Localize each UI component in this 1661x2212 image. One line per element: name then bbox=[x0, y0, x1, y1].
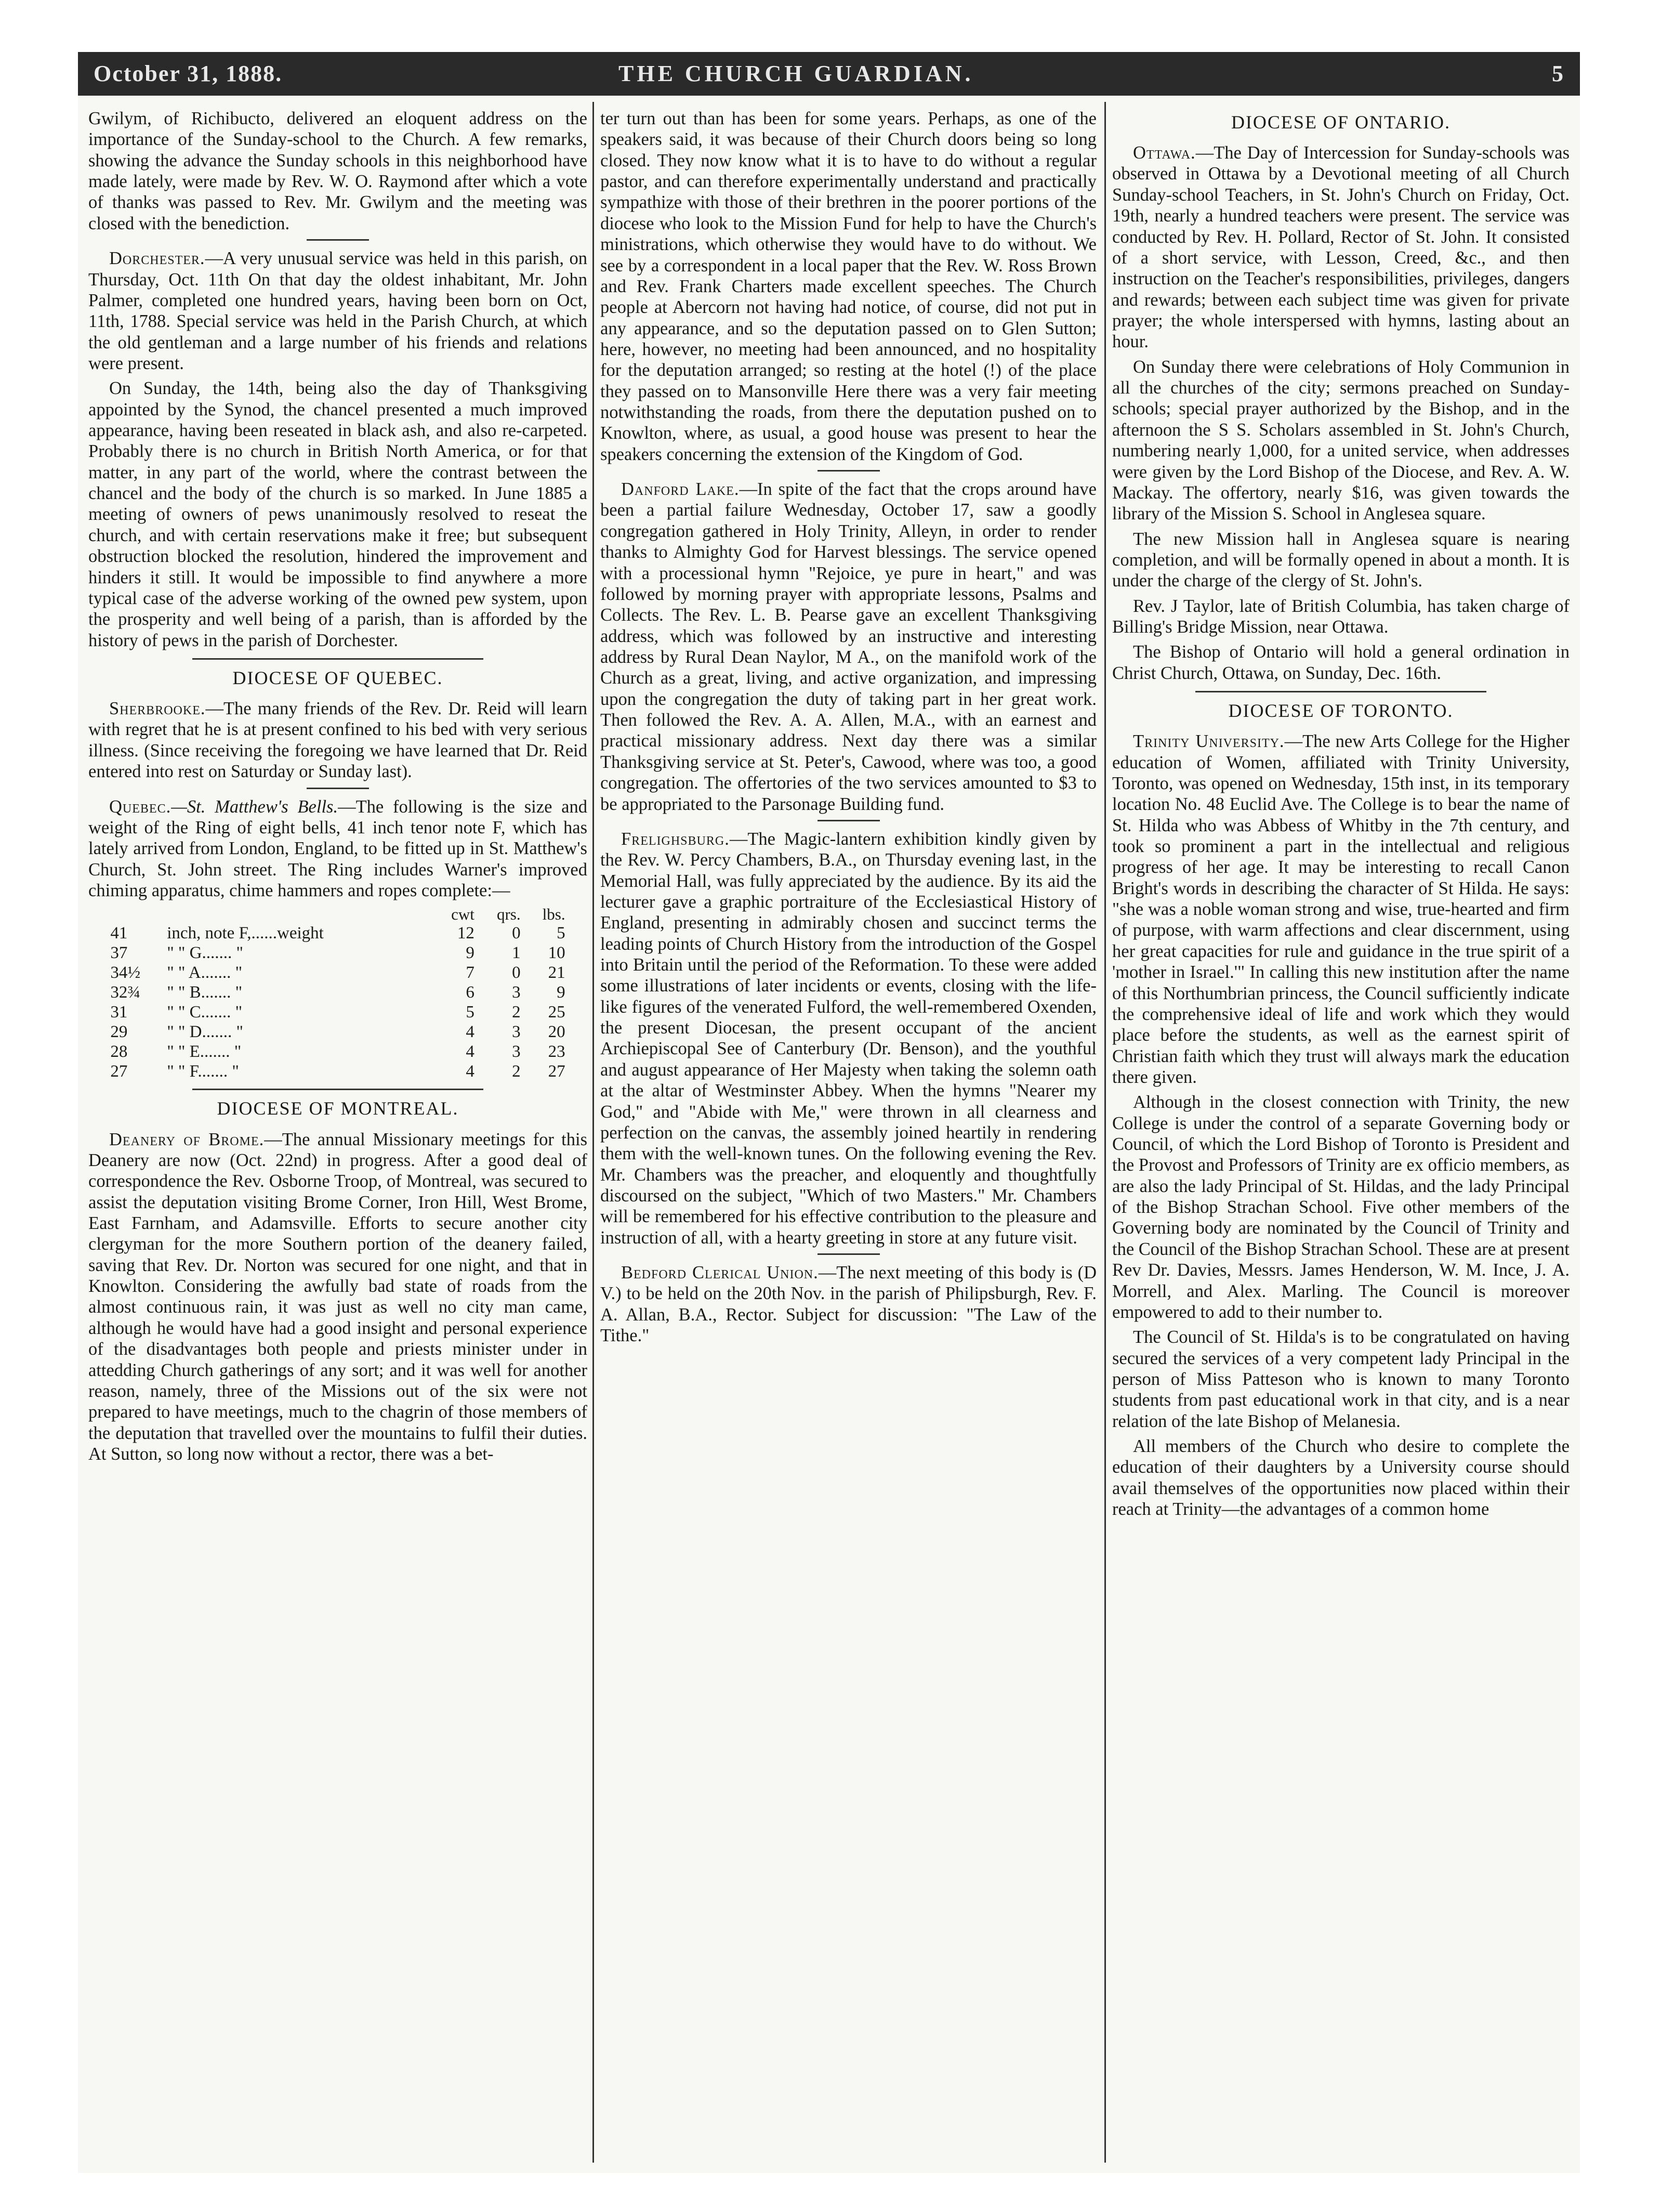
bell-lbs: 21 bbox=[548, 963, 565, 982]
bell-note: " " E....... " bbox=[167, 1042, 242, 1061]
article-paragraph: All members of the Church who desire to complete the education of their daughters by a University course should avail themselves of the opportunities now placed within their reach at Trinity—the advantages of a common home bbox=[1112, 1436, 1570, 1520]
bell-qrs: 3 bbox=[512, 1022, 521, 1041]
section-separator bbox=[307, 788, 369, 789]
article-paragraph bbox=[88, 1129, 587, 1465]
dateline: Quebec. bbox=[109, 796, 172, 817]
section-separator bbox=[818, 470, 880, 472]
section-separator bbox=[818, 1253, 880, 1255]
paragraph-text: —The next meeting of this body is (D V.) to be held on the 20th Nov. in the parish of Philipsburgh, Rev. F. A. Allan, B.A., Rector. Subject for discussion: "The Law of the Tithe." bbox=[600, 1263, 1097, 1346]
bell-note: " " D....... " bbox=[167, 1022, 243, 1041]
bell-lbs: 25 bbox=[548, 1002, 565, 1022]
paragraph-text: —The Magic-lantern exhibition kindly given by the Rev. W. Percy Chambers, B.A., on Thursday evening last, in the Memorial Hall, was fully appreciated by the audience. By its aid the lecturer gave a graphic portraiture of the Ecclesiastical History of England, presenting in admirably chosen and succinct terms the leading points of Church History from the introduction of the Gospel into Britain until the period of the Reformation. To these were added some illustrations of later incidents or events, closing with the life-like figures of the venerated Fulford, the well-remembered Oxenden, the present Diocesan, the present occupant of the ancient Archiepiscopal See of Canterbury (Dr. Benson), and the youthful and august appearance of Her Majesty when taking the solemn oath at the altar of Westminster Abbey. When the hymns "Nearer my God," and "Abide with Me," were thrown in all clearness and perfection on the canvas, the assembly joined heartily in rendering them with the well-known tunes. On the following evening the Rev. Mr. Chambers was the preacher, and eloquently and thoughtfully discoursed on the subject, "Which of two Masters." Mr. Chambers will be remembered for his effective contribution to the pleasure and instruction of all, with a hearty greeting in store at any future visit. bbox=[600, 829, 1097, 1248]
bell-note: " " G....... " bbox=[167, 943, 243, 962]
bell-note: " " B....... " bbox=[167, 983, 243, 1002]
table-row bbox=[108, 1062, 567, 1082]
column-divider bbox=[1104, 102, 1106, 2163]
bell-lbs: 10 bbox=[548, 943, 565, 962]
bell-size: 29 bbox=[110, 1022, 128, 1041]
article-paragraph bbox=[88, 698, 587, 782]
bell-cwt: 9 bbox=[466, 943, 474, 962]
dateline: Sherbrooke. bbox=[109, 699, 206, 719]
bell-qrs: 1 bbox=[512, 943, 521, 962]
bell-size: 31 bbox=[110, 1002, 128, 1022]
table-row bbox=[108, 1042, 567, 1062]
bell-cwt: 7 bbox=[466, 963, 474, 982]
paragraph-text: —The new Arts College for the Higher education of Women, affiliated with Trinity University, Toronto, was opened on Wednesday, 15th inst, in its temporary location No. 48 Euclid Ave. The College is to bear the name of St. Hilda who was Abbess of Whitby in the 7th century, and took so prominent a part in the intellectual and religious progress of her age. It may be interesting to recall Canon Bright's words in describing the character of St Hilda. He says: "she was a noble woman strong and wise, true-hearted and firm of purpose, with warm affections and clear discernment, using her great capacities for rule and guidance in the true spirit of a 'mother in Israel.'" In calling this new institution after the name of this Northumbrian princess, the Council sufficiently indicate the comprehensive ideal of life and work which they would place before the students, as well as the earnest spirit of Christian faith which they trust will always mark the education there given. bbox=[1112, 731, 1570, 1087]
bell-lbs: 9 bbox=[557, 983, 565, 1002]
article-paragraph bbox=[88, 248, 587, 374]
paragraph-text: —The following is the size and weight of the Ring of eight bells, 41 inch tenor note F, which has lately arrived from London, England, to be fitted up in St. Matthew's Church, St. John street. The Ring includes Warner's improved chiming apparatus, chime hammers and ropes complete:— bbox=[88, 796, 587, 900]
bells-table bbox=[108, 905, 567, 1081]
article-paragraph bbox=[1112, 731, 1570, 1088]
article-paragraph: The Bishop of Ontario will hold a general ordination in Christ Church, Ottawa, on Sunday, Dec. 16th. bbox=[1112, 642, 1570, 683]
column-header: lbs. bbox=[542, 905, 565, 924]
bell-note: " " F....... " bbox=[167, 1062, 239, 1081]
table-row bbox=[108, 924, 567, 944]
bell-qrs: 2 bbox=[512, 1062, 521, 1081]
section-rule bbox=[192, 658, 483, 660]
issue-date: October 31, 1888. bbox=[94, 61, 283, 86]
bell-size: 41 bbox=[110, 923, 128, 943]
newspaper-title: THE CHURCH GUARDIAN. bbox=[618, 61, 974, 86]
paragraph-text: —The annual Missionary meetings for this Deanery are now (Oct. 22nd) in progress. After a good deal of correspondence the Rev. Osborne Troop, of Montreal, was secured to assist the deputation visiting Brome Corner, Iron Hill, West Brome, East Farnham, and Adamsville. Efforts to secure another city clergyman for the more Southern portion of the deanery failed, saving that Rev. Dr. Norton was secured for one night, and that in Knowlton. Considering the awfully bad state of roads from the almost continuous rain, it was just as well no city man came, although he would have had a good insight and personal experience of the disadvantages both people and priests minister under in attedding Church gatherings of any sort; and it was well for another reason, namely, three of the Missions out of the six were not prepared to have meetings, much to the chagrin of those members of the deputation that travelled over the mountains to fulfil their duties. At Sutton, so long now without a rector, there was a bet- bbox=[88, 1129, 587, 1464]
bell-size: 27 bbox=[110, 1062, 128, 1081]
section-heading: DIOCESE OF QUEBEC. bbox=[232, 667, 443, 688]
table-row bbox=[108, 963, 567, 983]
column-3 bbox=[1112, 108, 1570, 2152]
dateline: Bedford Clerical Union. bbox=[621, 1263, 819, 1283]
paragraph-text: —A very unusual service was held in this parish, on Thursday, Oct. 11th On that day the oldest inhabitant, Mr. John Palmer, completed one hundred years, having been born on Oct, 11th, 1788. Special service was held in the Parish Church, at which the old gentleman and a large number of his friends and relations were present. bbox=[88, 248, 587, 373]
column-2 bbox=[600, 108, 1097, 2152]
article-paragraph bbox=[600, 829, 1097, 1248]
section-separator bbox=[818, 820, 880, 821]
section-heading: DIOCESE OF MONTREAL. bbox=[217, 1098, 459, 1119]
dateline: Deanery of Brome. bbox=[109, 1129, 265, 1149]
bell-lbs: 23 bbox=[548, 1042, 565, 1061]
bell-qrs: 0 bbox=[512, 963, 521, 982]
column-header: cwt bbox=[451, 905, 474, 924]
table-row bbox=[108, 944, 567, 963]
bell-qrs: 0 bbox=[512, 923, 521, 943]
article-paragraph: The new Mission hall in Anglesea square is nearing completion, and will be formally opened in about a month. It is under the charge of the clergy of St. John's. bbox=[1112, 529, 1570, 591]
column-header: qrs. bbox=[496, 905, 521, 924]
bell-lbs: 20 bbox=[548, 1022, 565, 1041]
bell-note: inch, note F,......weight bbox=[167, 923, 324, 943]
article-paragraph: On Sunday there were celebrations of Holy Communion in all the churches of the city; sermons preached on Sunday-schools; special prayer authorized by the Bishop, and in the afternoon the S S. Scholars assembled in St. John's Church, numbering nearly 1,000, for a united service, when addresses were given by the Lord Bishop of the Diocese, and Rev. A. W. Mackay. The offertory, nearly $16, was given towards the library of the Mission S. School in Anglesea square. bbox=[1112, 357, 1570, 524]
dateline: Frelighsburg. bbox=[621, 829, 730, 849]
section-rule bbox=[1195, 691, 1486, 692]
bell-cwt: 5 bbox=[466, 1002, 474, 1022]
paragraph-text: —In spite of the fact that the crops around have been a partial failure Wednesday, October 17, saw a goodly congregation gathered in Holy Trinity, Alleyn, in order to render thanks to Almighty God for Harvest blessings. The service opened with a processional hymn "Rejoice, ye pure in heart," and was followed by morning prayer with appropriate lessons, Psalms and Collects. The Rev. L. B. Pearse gave an excellent Thanksgiving address, which was followed by an instructive and interesting address by Rural Dean Naylor, M A., on the manifold work of the Church as a great, living, and active organization, and impressing upon the congregation the duty of taking part in her great work. Then followed the Rev. A. A. Allen, M.A., with an earnest and practical missionary address. Next day there was a similar Thanksgiving service at St. Peter's, Cawood, where was too, a good congregation. The offertories of the two services amounted to $3 to be appropriated to the Parsonage Building fund. bbox=[600, 479, 1097, 814]
article-paragraph: Although in the closest connection with Trinity, the new College is under the control of a separate Governing body or Council, of which the Lord Bishop of Toronto is President and the Provost and Professors of Trinity are ex officio members, as are also the lady Principal of St. Hildas, and the lady Principal of the Bishop Strachan School. Five other members of the Governing body are nominated by the Council of Trinity and the Council of the Bishop Strachan School. These are at present Rev Dr. Davies, Messrs. James Henderson, W. M. Ince, J. A. Morrell, and Alex. Marling. The Council is moreover empowered to add to their number to. bbox=[1112, 1092, 1570, 1322]
article-paragraph bbox=[600, 1262, 1097, 1346]
masthead bbox=[78, 52, 1580, 96]
table-header-row bbox=[108, 905, 567, 924]
article-paragraph bbox=[88, 796, 587, 901]
dateline: Ottawa. bbox=[1133, 143, 1196, 163]
section-heading: DIOCESE OF TORONTO. bbox=[1228, 700, 1454, 722]
table-row bbox=[108, 1003, 567, 1023]
table-row bbox=[108, 1023, 567, 1042]
paragraph-text: —The many friends of the Rev. Dr. Reid will learn with regret that he is at present confined to his bed with very serious illness. (Since receiving the foregoing we have learned that Dr. Reid entered into rest on Saturday or Sunday last). bbox=[88, 699, 587, 782]
bell-size: 37 bbox=[110, 943, 128, 962]
bell-size: 34½ bbox=[110, 963, 141, 982]
bell-cwt: 4 bbox=[466, 1022, 474, 1041]
newspaper-page bbox=[78, 52, 1580, 2173]
bell-qrs: 3 bbox=[512, 1042, 521, 1061]
bell-qrs: 2 bbox=[512, 1002, 521, 1022]
bell-cwt: 4 bbox=[466, 1042, 474, 1061]
section-heading: DIOCESE OF ONTARIO. bbox=[1231, 112, 1451, 133]
column-1 bbox=[88, 108, 587, 2152]
bell-cwt: 4 bbox=[466, 1062, 474, 1081]
section-rule bbox=[192, 1089, 483, 1090]
article-paragraph bbox=[1112, 142, 1570, 352]
bell-size: 32¾ bbox=[110, 983, 141, 1002]
dateline: Danford Lake. bbox=[621, 479, 740, 500]
bell-cwt: 6 bbox=[466, 983, 474, 1002]
bell-cwt: 12 bbox=[457, 923, 474, 943]
paragraph-text: —The Day of Intercession for Sunday-schools was observed in Ottawa by a Devotional meeting of all Church Sunday-school Teachers, in St. John's Church on Friday, Oct. 19th, nearly a hundred teachers were present. The service was conducted by Rev. H. Pollard, Rector of St. John. It consisted of a short service, with Lesson, Creed, &c., and then instruction on the Teacher's responsibilities, privileges, dangers and rewards; between each subject time was given for private prayer; the whole interspersed with hymns, lasting about an hour. bbox=[1112, 143, 1570, 352]
bell-size: 28 bbox=[110, 1042, 128, 1061]
page-number: 5 bbox=[1552, 61, 1564, 86]
bell-note: " " A....... " bbox=[167, 963, 243, 982]
article-paragraph: Rev. J Taylor, late of British Columbia, has taken charge of Billing's Bridge Mission, near Ottawa. bbox=[1112, 596, 1570, 637]
bell-lbs: 27 bbox=[548, 1062, 565, 1081]
bell-note: " " C....... " bbox=[167, 1002, 243, 1022]
dateline: Trinity University. bbox=[1133, 731, 1285, 752]
article-paragraph: The Council of St. Hilda's is to be congratulated on having secured the services of a very competent lady Principal in the person of Miss Patteson who is known to many Toronto students from past educational work in that city, and is a near relation of the late Bishop of Melanesia. bbox=[1112, 1327, 1570, 1431]
bell-qrs: 3 bbox=[512, 983, 521, 1002]
article-paragraph: Gwilym, of Richibucto, delivered an eloquent address on the importance of the Sunday-school to the Church. A few remarks, showing the advance the Sunday schools in this neighborhood have made lately, were made by Rev. W. O. Raymond after which a vote of thanks was passed to Rev. Mr. Gwilym and the meeting was closed with the benediction. bbox=[88, 109, 587, 233]
dateline: Dorchester. bbox=[109, 248, 205, 269]
section-separator bbox=[307, 239, 369, 241]
article-paragraph: ter turn out than has been for some years. Perhaps, as one of the speakers said, it was because of their Church doors being so long closed. They now know what it is to have to do without a regular pastor, and can therefore experimentally understand and practically sympathize with those of their brethren in the poorer portions of the diocese who look to the Mission Fund for help to have the Church's ministrations, which otherwise they would have to do without. We see by a correspondent in a local paper that the Rev. W. Ross Brown and Rev. Frank Charters made excellent speeches. The Church people at Abercorn not having had notice, of course, did not put in any appearance, and so the deputation passed on to Glen Sutton; here, however, no meeting had been announced, and no hospitality for the deputation arranged; so resting at the hotel (!) of the place they passed on to Mansonville Here there was a very fair meeting notwithstanding the roads, from there the deputation pushed on to Knowlton, where, as usual, a good house was present to hear the speakers concerning the extension of the Kingdom of God. bbox=[600, 109, 1097, 464]
article-paragraph: On Sunday, the 14th, being also the day of Thanksgiving appointed by the Synod, the chancel presented a much improved appearance, having been reseated in black ash, and also re-carpeted. Probably there is no church in British North America, or for that matter, in any part of the world, where the contrast between the chancel and the body of the church is so marked. In June 1885 a meeting of owners of pews unanimously resolved to reseat the church, and with certain reservations make it free; but subsequent obstruction blocked the resolution, hindered the improvement and hinders it still. It would be impossible to find anywhere a more typical case of the adverse working of the owned pew system, upon the prosperity and well being of a parish, than is afforded by the history of pews in the parish of Dorchester. bbox=[88, 378, 587, 650]
table-row bbox=[108, 983, 567, 1003]
article-paragraph bbox=[600, 479, 1097, 815]
article-subtitle: —St. Matthew's Bells. bbox=[171, 796, 338, 817]
column-divider bbox=[592, 102, 594, 2163]
bell-lbs: 5 bbox=[557, 923, 565, 943]
